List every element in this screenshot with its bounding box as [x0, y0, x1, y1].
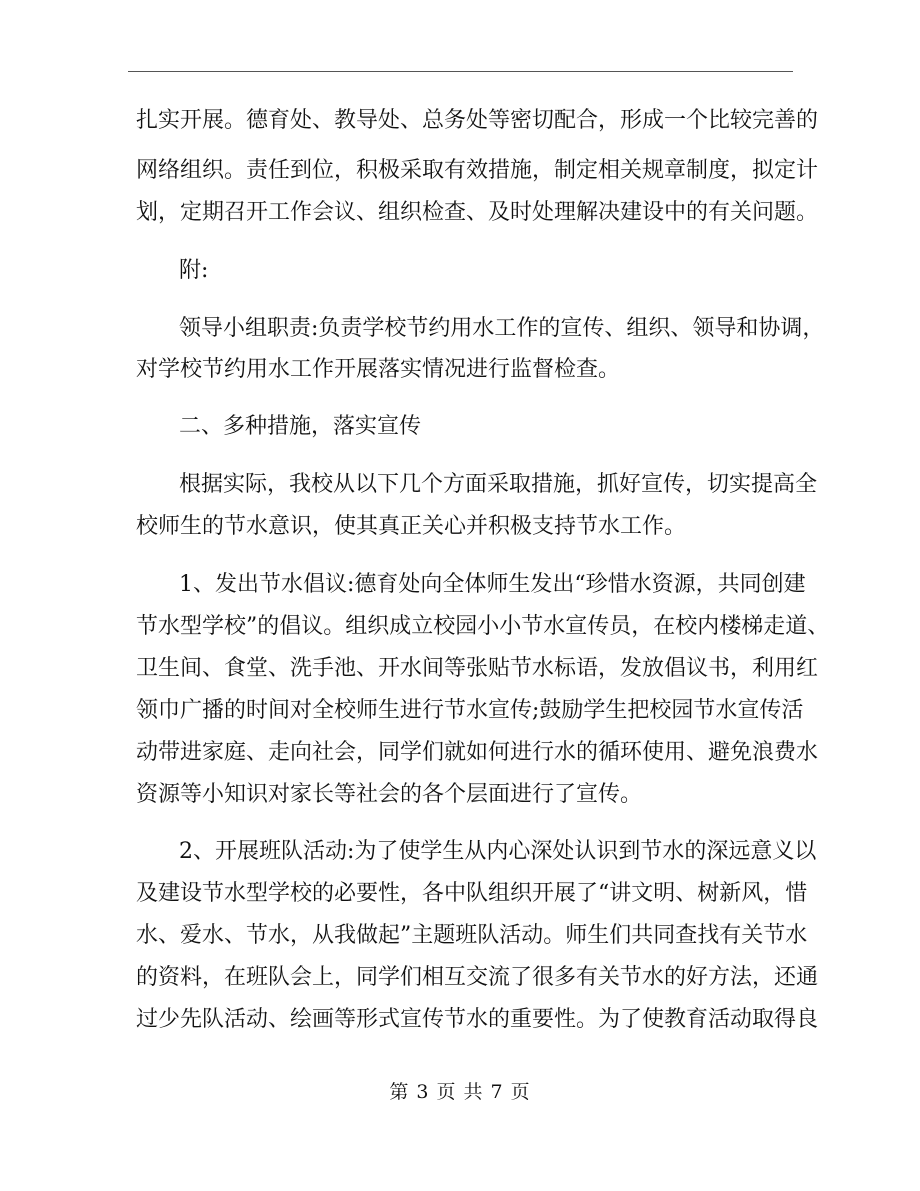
text-line: 卫生间、食堂、洗手池、开水间等张贴节水标语，发放倡议书，利用红 — [136, 656, 819, 681]
text-line: 水、爱水、节水，从我做起”主题班队活动。师生们共同查找有关节水 — [136, 923, 808, 948]
text-line: 划，定期召开工作会议、组织检查、及时处理解决建设中的有关问题。 — [136, 200, 819, 225]
text-line: 动带进家庭、走向社会，同学们就如何进行水的循环使用、避免浪费水 — [136, 740, 819, 765]
text-line: 过少先队活动、绘画等形式宣传节水的重要性。为了使教育活动取得良 — [136, 1007, 819, 1032]
text-line: 资源等小知识对家长等社会的各个层面进行了宣传。 — [136, 782, 643, 807]
header-rule — [128, 71, 793, 72]
page-number: 第 3 页 共 7 页 — [389, 1081, 531, 1103]
text-line: 扎实开展。德育处、教导处、总务处等密切配合，形成一个比较完善的 — [136, 108, 819, 133]
text-line: 校师生的节水意识，使其真正关心并积极支持节水工作。 — [136, 514, 687, 539]
text-line: 领导小组职责:负责学校节约用水工作的宣传、组织、领导和协调， — [179, 316, 825, 341]
text-line: 及建设节水型学校的必要性，各中队组织开展了“讲文明、树新风，惜 — [136, 881, 808, 906]
text-line: 网络组织。责任到位，积极采取有效措施，制定相关规章制度，拟定计 — [136, 158, 819, 183]
text-line: 附: — [179, 258, 209, 283]
text-line: 领巾广播的时间对全校师生进行节水宣传;鼓励学生把校园节水宣传活 — [136, 698, 804, 723]
text-line: 1、发出节水倡议:德育处向全体师生发出“珍惜水资源，共同创建 — [179, 572, 806, 597]
text-line: 对学校节约用水工作开展落实情况进行监督检查。 — [136, 357, 621, 382]
text-line: 2、开展班队活动:为了使学生从内心深处认识到节水的深远意义以 — [179, 839, 817, 864]
text-line: 根据实际，我校从以下几个方面采取措施，抓好宣传，切实提高全 — [179, 472, 818, 497]
text-line: 的资料，在班队会上，同学们相互交流了很多有关节水的好方法，还通 — [136, 965, 819, 990]
section-heading: 二、多种措施，落实宣传 — [179, 414, 422, 439]
text-line: 节水型学校”的倡议。组织成立校园小小节水宣传员，在校内楼梯走道、 — [136, 614, 830, 639]
